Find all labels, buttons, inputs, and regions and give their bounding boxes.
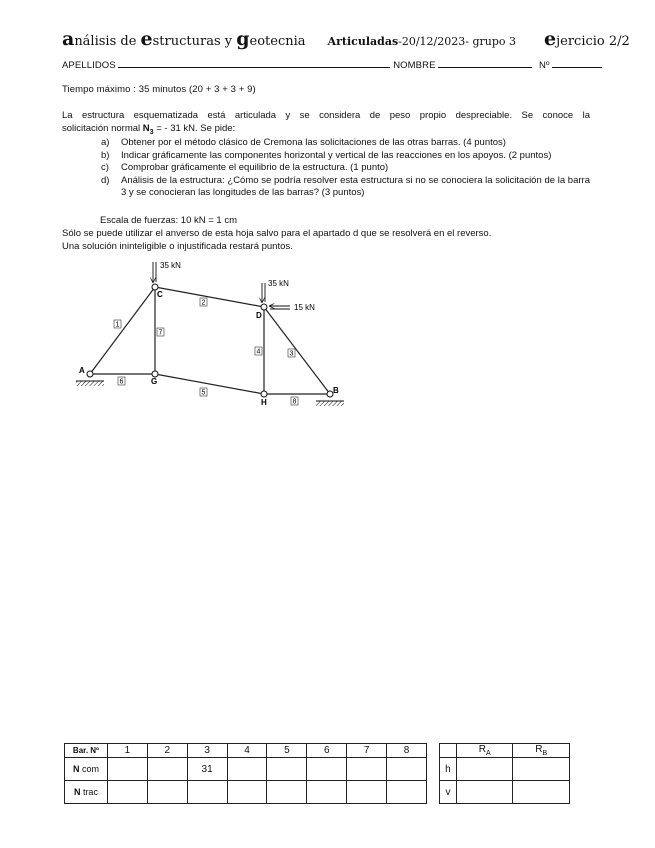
bars-col-header: 5 (267, 744, 307, 758)
bars-col-header: 6 (307, 744, 347, 758)
bar-label-5: 5 (201, 389, 206, 397)
com-cell[interactable] (147, 758, 187, 781)
header-g-cap: g (236, 28, 250, 50)
exercise-cap: e (544, 28, 557, 50)
bar-label-3: 3 (289, 350, 294, 358)
time-limit: Tiempo máximo : 35 minutos (20 + 3 + 3 + 9) (62, 84, 256, 95)
trac-cell[interactable] (147, 781, 187, 804)
question-b-text: Indicar gráficamente las componentes horizontal y vertical de las reacciones en los apoyos. (2 puntos) (121, 149, 552, 161)
node-label-d: D (256, 311, 262, 320)
trac-cell[interactable] (307, 781, 347, 804)
row-com-symbol: N (72, 764, 80, 774)
com-cell[interactable] (107, 758, 147, 781)
bar-label-group (114, 298, 298, 406)
reaction-b-sub: B (542, 750, 548, 757)
bar-label-8: 8 (292, 398, 297, 406)
question-d-marker: d) (101, 174, 110, 186)
row-h-label: h (440, 758, 457, 781)
row-com-label (65, 758, 108, 781)
exam-info: -20/12/2023- grupo 3 (398, 35, 517, 48)
reaction-b-v-cell[interactable] (513, 781, 570, 804)
load-d-horizontal-label: 15 kN (294, 303, 315, 312)
bar-3 (264, 307, 330, 394)
header-a-rest: nálisis de (74, 34, 141, 49)
reaction-b-h-cell[interactable] (513, 758, 570, 781)
statement-line2-b: = - 31 kN. Se pide: (153, 123, 236, 134)
bar-1 (90, 287, 155, 374)
number-label: Nº (539, 60, 550, 71)
row-com-text: com (79, 764, 99, 774)
reaction-a-v-cell[interactable] (456, 781, 513, 804)
header-e-cap: e (140, 28, 153, 50)
note-penalty: Una solución ininteligible o injustificada restará puntos. (62, 241, 293, 252)
bar-5 (155, 374, 264, 394)
row-v-label: v (440, 781, 457, 804)
note-back-side: Sólo se puede utilizar el anverso de esta hoja salvo para el apartado d que se resolverá en el reverso. (62, 228, 492, 239)
trac-cell[interactable] (227, 781, 267, 804)
node-label-h: H (261, 398, 267, 407)
trac-cell[interactable] (267, 781, 307, 804)
exercise-number: jercicio 2/2 (556, 34, 630, 49)
com-cell[interactable]: 31 (187, 758, 227, 781)
question-b-marker: b) (101, 149, 110, 161)
bar-label-7: 7 (158, 329, 163, 337)
node-label-a: A (79, 366, 85, 375)
question-c-marker: c) (101, 162, 109, 173)
exam-label: Articuladas (327, 35, 399, 48)
statement-line1: La estructura esquematizada está articulada y se considera de peso propio despreciable. Se conoce la (62, 110, 590, 121)
node-label-g: G (151, 377, 158, 386)
node-d (261, 304, 267, 310)
bar-label-6: 6 (119, 378, 124, 386)
force-scale: Escala de fuerzas: 10 kN = 1 cm (100, 215, 238, 226)
trac-cell[interactable] (187, 781, 227, 804)
trac-cell[interactable] (347, 781, 387, 804)
com-cell[interactable] (387, 758, 427, 781)
bars-col-header: 7 (347, 744, 387, 758)
reaction-b-symbol: R (535, 744, 543, 755)
header-g-rest: eotecnia (249, 34, 306, 49)
com-cell[interactable] (307, 758, 347, 781)
question-a-text: Obtener por el método clásico de Cremona las solicitaciones de las otras barras. (4 puntos) (121, 137, 506, 148)
question-a-marker: a) (101, 137, 110, 148)
com-cell[interactable] (347, 758, 387, 781)
support-b (316, 401, 344, 406)
bars-col-header: 2 (147, 744, 187, 758)
bars-col-header: 8 (387, 744, 427, 758)
n3-symbol: N (142, 123, 150, 134)
statement-line2-a: solicitación normal (62, 123, 143, 134)
header-e-rest: structuras y (152, 34, 237, 49)
reaction-a-header (456, 744, 513, 758)
com-cell[interactable] (227, 758, 267, 781)
name-label: NOMBRE (393, 60, 436, 71)
row-trac-label (65, 781, 108, 804)
reaction-a-h-cell[interactable] (456, 758, 513, 781)
bar-2 (155, 287, 264, 307)
row-trac-symbol: N (73, 787, 81, 797)
bar-label-4: 4 (256, 348, 261, 356)
reaction-a-symbol: R (478, 744, 486, 755)
node-h (261, 391, 267, 397)
question-d-text: Análisis de la estructura: ¿Cómo se podría resolver esta estructura si no se conociera la solicitación de la barra 3 y se conocieran las longitudes de las barras? (3 puntos) (121, 174, 590, 198)
load-d-vertical-label: 35 kN (268, 279, 289, 288)
node-a (87, 371, 93, 377)
reaction-b-header (513, 744, 570, 758)
bars-table-corner: Bar. Nº (65, 744, 108, 758)
node-label-b: B (333, 386, 339, 395)
bar-label-2: 2 (201, 299, 206, 307)
bars-table (64, 743, 427, 804)
load-c-label: 35 kN (160, 261, 181, 270)
bars-col-header: 4 (227, 744, 267, 758)
reaction-a-sub: A (485, 750, 491, 757)
support-a (76, 381, 104, 386)
node-label-c: C (157, 290, 163, 299)
reactions-table (439, 743, 570, 804)
question-c-text: Comprobar gráficamente el equilibrio de la estructura. (1 punto) (121, 162, 389, 173)
bars-col-header: 3 (187, 744, 227, 758)
bars-col-header: 1 (107, 744, 147, 758)
trac-cell[interactable] (387, 781, 427, 804)
surname-label: APELLIDOS (62, 60, 116, 71)
com-cell[interactable] (267, 758, 307, 781)
n3-subscript: 3 (149, 128, 154, 136)
trac-cell[interactable] (107, 781, 147, 804)
bar-label-1: 1 (115, 321, 120, 329)
header-a-cap: a (62, 28, 75, 50)
reactions-corner (440, 744, 457, 758)
row-trac-text: trac (80, 787, 98, 797)
